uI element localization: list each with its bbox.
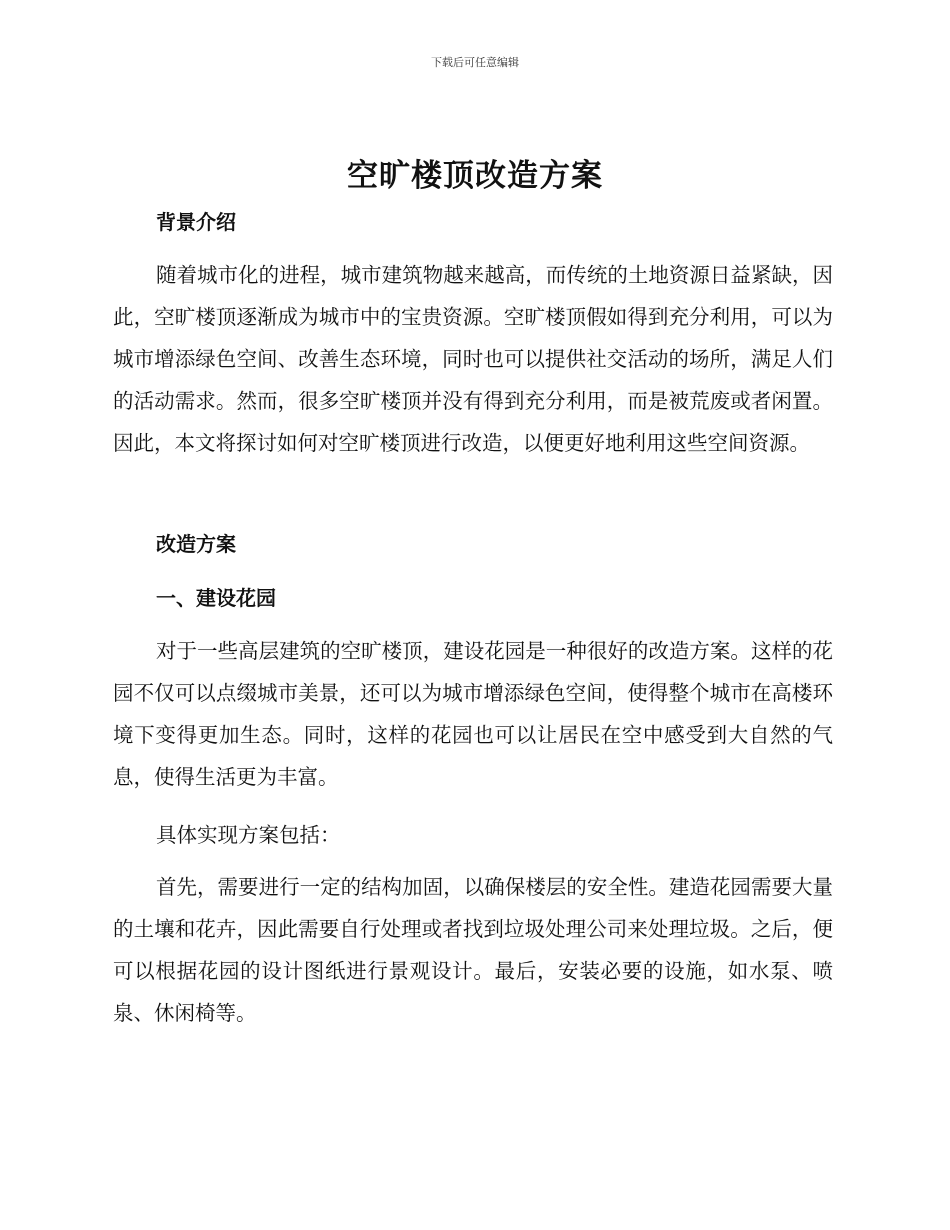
page-header-note: 下载后可任意编辑 (431, 56, 519, 69)
paragraph-garden-intro: 对于一些高层建筑的空旷楼顶，建设花园是一种很好的改造方案。这样的花园不仅可以点缀城市美景，还可以为城市增添绿色空间，使得整个城市在高楼环境下变得更加生态。同时，这样的花园也可以让居民在空中感受到大自然的气息，使得生活更为丰富。 (113, 639, 833, 789)
paragraph-implementation-label: 具体实现方案包括： (156, 823, 341, 847)
subheading-build-garden: 一、建设花园 (156, 586, 276, 610)
paragraph-background: 随着城市化的进程，城市建筑物越来越高，而传统的土地资源日益紧缺，因此，空旷楼顶逐渐成为城市中的宝贵资源。空旷楼顶假如得到充分利用，可以为城市增添绿色空间、改善生态环境，同时也可以提供社交活动的场所，满足人们的活动需求。然而，很多空旷楼顶并没有得到充分利用，而是被荒废或者闲置。因此，本文将探讨如何对空旷楼顶进行改造，以便更好地利用这些空间资源。 (113, 263, 833, 455)
document-title: 空旷楼顶改造方案 (347, 158, 603, 194)
paragraph-implementation-steps: 首先，需要进行一定的结构加固，以确保楼层的安全性。建造花园需要大量的土壤和花卉，因此需要自行处理或者找到垃圾处理公司来处理垃圾。之后，便可以根据花园的设计图纸进行景观设计。最后，安装必要的设施，如水泵、喷泉、休闲椅等。 (113, 875, 833, 1025)
section-heading-plan: 改造方案 (156, 532, 236, 556)
section-heading-background: 背景介绍 (156, 210, 236, 234)
